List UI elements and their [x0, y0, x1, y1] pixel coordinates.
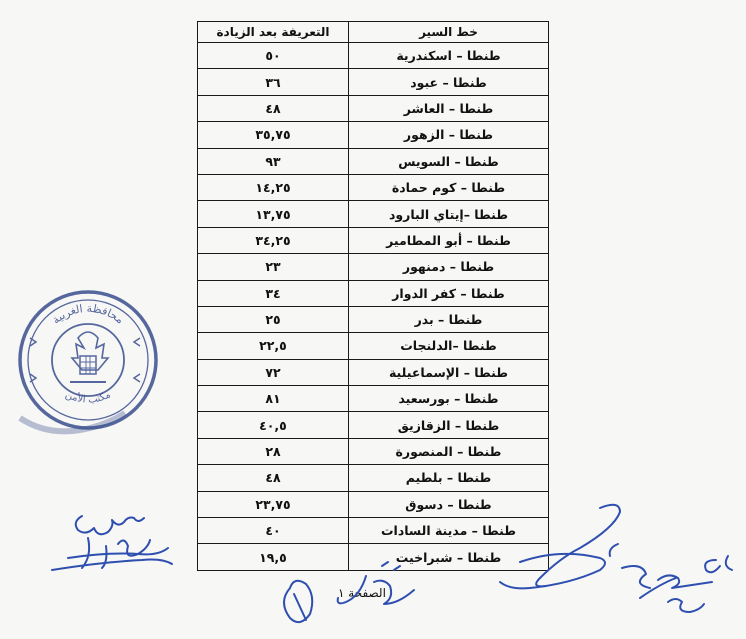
table-row [198, 438, 549, 464]
route-cell: طنطا – المنصورة [349, 438, 549, 464]
route-cell: طنطا – أبو المطامير [349, 227, 549, 253]
stamp-bottom-text: مكتب الأمن [63, 389, 113, 406]
route-cell: طنطا – كوم حمادة [349, 174, 549, 200]
fare-cell: ١٤,٢٥ [198, 174, 349, 200]
table-row [198, 359, 549, 385]
route-cell: طنطا – دسوق [349, 491, 549, 517]
fare-cell: ٢٨ [198, 438, 349, 464]
route-cell: طنطا – عبود [349, 69, 549, 95]
table-row [198, 386, 549, 412]
route-cell: طنطا – اسكندرية [349, 43, 549, 69]
table-row [198, 306, 549, 332]
route-cell: طنطا – كفر الدوار [349, 280, 549, 306]
table-row [198, 201, 549, 227]
table-row [198, 254, 549, 280]
official-stamp [0, 278, 160, 448]
svg-text:مكتب الأمن [64, 389, 113, 406]
table-row [198, 280, 549, 306]
stamp-top-text: محافظة الغربية [49, 301, 127, 327]
route-cell: طنطا – شبراخيت [349, 544, 549, 570]
table-row [198, 174, 549, 200]
fare-cell: ٣٤,٢٥ [198, 227, 349, 253]
route-cell: طنطا – بورسعيد [349, 386, 549, 412]
page-number: الصفحة ١ [338, 586, 386, 600]
route-cell: طنطا – السويس [349, 148, 549, 174]
route-cell: طنطا – العاشر [349, 95, 549, 121]
fare-cell: ٤٨ [198, 465, 349, 491]
route-cell: طنطا –الدلنجات [349, 333, 549, 359]
fare-cell: ٢٥ [198, 306, 349, 332]
route-cell: طنطا – بلطيم [349, 465, 549, 491]
table-row [198, 227, 549, 253]
route-cell: طنطا – الزقازيق [349, 412, 549, 438]
fare-cell: ٣٤ [198, 280, 349, 306]
signature-middle [270, 548, 430, 638]
table-row [198, 122, 549, 148]
signature-right [490, 498, 740, 638]
table-row [198, 148, 549, 174]
header-fare: التعريفة بعد الزيادة [198, 22, 349, 43]
route-cell: طنطا – دمنهور [349, 254, 549, 280]
fare-cell: ١٣,٧٥ [198, 201, 349, 227]
signature-left [48, 498, 178, 588]
fare-cell: ٨١ [198, 386, 349, 412]
fare-cell: ٣٥,٧٥ [198, 122, 349, 148]
table-row [198, 95, 549, 121]
fare-cell: ١٩,٥ [198, 544, 349, 570]
table-row [198, 412, 549, 438]
table-row [198, 333, 549, 359]
fare-table [197, 21, 549, 571]
fare-cell: ٣٦ [198, 69, 349, 95]
fare-cell: ٤٠ [198, 518, 349, 544]
fare-cell: ٥٠ [198, 43, 349, 69]
route-cell: طنطا –إيتاي البارود [349, 201, 549, 227]
route-cell: طنطا – مدينة السادات [349, 518, 549, 544]
fare-cell: ٤٨ [198, 95, 349, 121]
table-row [198, 43, 549, 69]
route-cell: طنطا – بدر [349, 306, 549, 332]
fare-cell: ٢٣,٧٥ [198, 491, 349, 517]
table-header-row [198, 22, 549, 43]
table-row [198, 69, 549, 95]
route-cell: طنطا – الإسماعيلية [349, 359, 549, 385]
fare-cell: ٩٣ [198, 148, 349, 174]
fare-cell: ٢٣ [198, 254, 349, 280]
fare-cell: ٤٠,٥ [198, 412, 349, 438]
fare-cell: ٢٢,٥ [198, 333, 349, 359]
header-route: خط السير [349, 22, 549, 43]
fare-table-body [198, 43, 549, 571]
fare-cell: ٧٢ [198, 359, 349, 385]
route-cell: طنطا – الزهور [349, 122, 549, 148]
table-row [198, 465, 549, 491]
